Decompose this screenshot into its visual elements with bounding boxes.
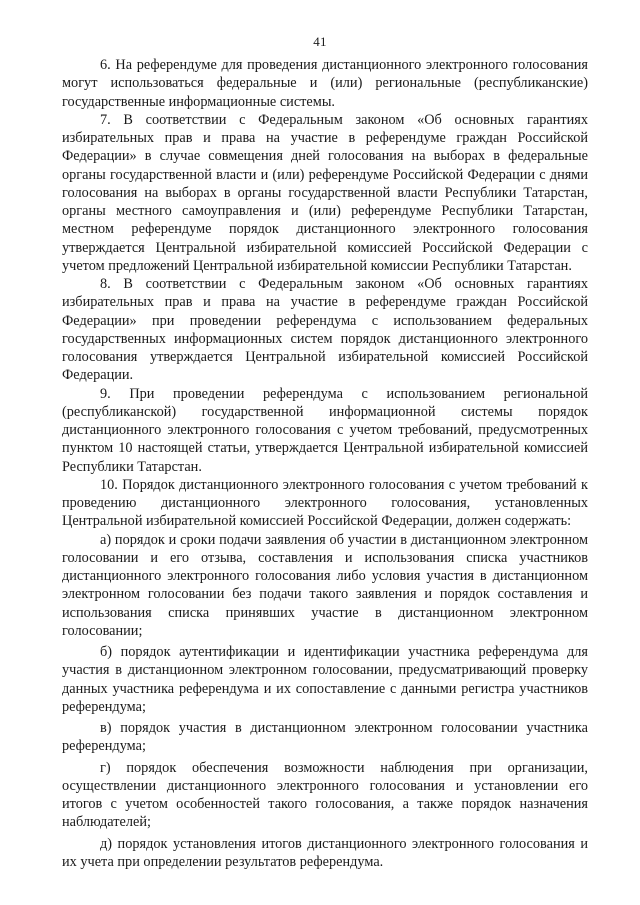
paragraph-10-item-b: б) порядок аутентификации и идентификации участника референдума для участия в дистанционном электронном голосовании, предусматривающий проверку данных участника референдума и их сопоставление с данными регистра участников референдума; [62, 644, 588, 715]
document-body [62, 56, 588, 871]
paragraph-10-item-v: в) порядок участия в дистанционном электронном голосовании участника референдума; [62, 720, 588, 755]
paragraph-10-item-a: а) порядок и сроки подачи заявления об участии в дистанционном электронном голосовании и его отзыва, составления и использования списка участников дистанционного электронного голосования либо условия участия в дистанционном электронном голосовании без подачи такого заявления и порядок составления и использования списка принявших участие в дистанционном электронном голосовании; [62, 531, 588, 639]
paragraph-10: 10. Порядок дистанционного электронного голосования с учетом требований к проведению дистанционного электронного голосования, установленных Центральной избирательной комиссией Российской Федерации, должен содержать: [62, 476, 588, 530]
paragraph-7: 7. В соответствии с Федеральным законом «Об основных гарантиях избирательных прав и права на участие в референдуме граждан Российской Федерации» в случае совмещения дней голосования на выборах в федеральные органы государственной власти и (или) референдуме Российской Федерации с днями голосования на выборах в органы государственной власти Республики Татарстан, органы местного самоуправления и (или) референдуме Республики Татарстан, местном референдуме порядок дистанционного электронного голосования утверждается Центральной избирательной комиссией Российской Федерации с учетом предложений Центральной избирательной комиссии Республики Татарстан. [62, 111, 588, 274]
paragraph-10-item-g: г) порядок обеспечения возможности наблюдения при организации, осуществлении дистанционного электронного голосования и установлении его итогов с учетом особенностей такого голосования, а также порядок назначения наблюдателей; [62, 759, 588, 831]
page-number: 41 [313, 34, 327, 49]
paragraph-6: 6. На референдуме для проведения дистанционного электронного голосования могут использоваться федеральные и (или) региональные (республиканские) государственные информационные системы. [62, 57, 588, 110]
paragraph-8: 8. В соответствии с Федеральным законом «Об основных гарантиях избирательных прав и права на участие в референдуме граждан Российской Федерации» при проведении референдума с использованием федеральных государственных информационных систем порядок дистанционного электронного голосования утверждается Центральной избирательной комиссией Российской Федерации. [62, 276, 588, 384]
paragraph-9: 9. При проведении референдума с использованием региональной (республиканской) государственной информационной системы порядок дистанционного электронного голосования с учетом требований, предусмотренных пунктом 10 настоящей статьи, утверждается Центральной избирательной комиссией Республики Татарстан. [62, 385, 588, 475]
paragraph-10-item-d: д) порядок установления итогов дистанционного электронного голосования и их учета при определении результатов референдума. [62, 835, 588, 870]
